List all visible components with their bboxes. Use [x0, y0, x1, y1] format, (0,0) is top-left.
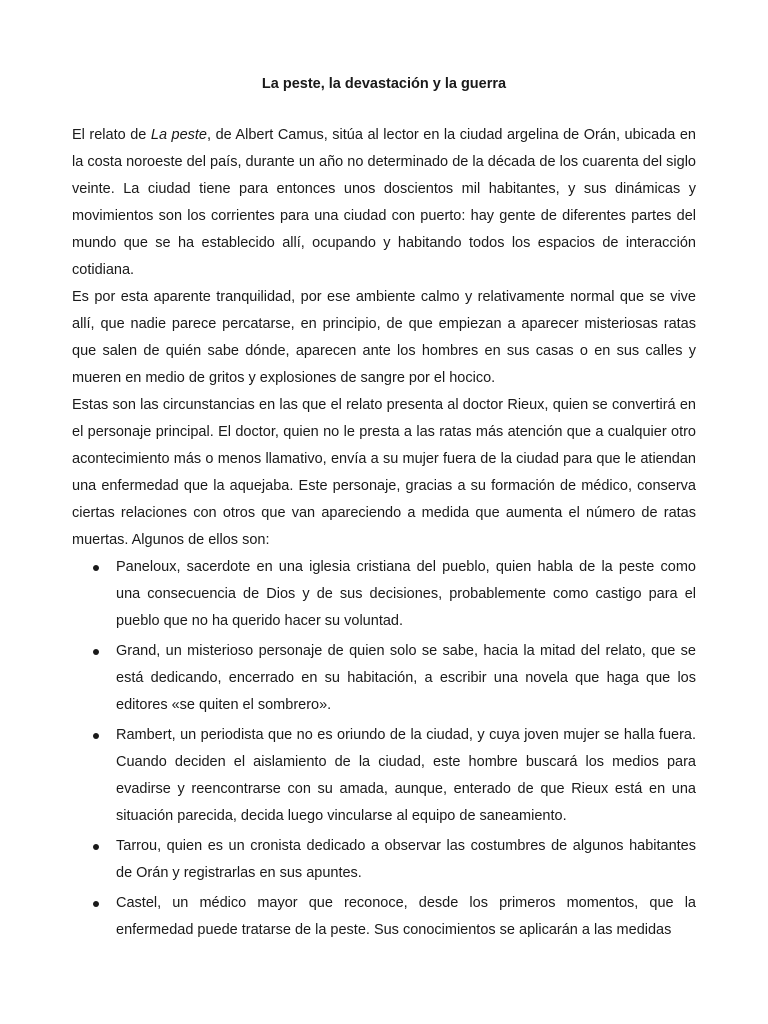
list-item-text: Tarrou, quien es un cronista dedicado a observar las costumbres de algunos habitantes de Orán y registrarlas en sus apuntes. — [116, 838, 696, 881]
bullet-icon — [93, 901, 99, 907]
bullet-icon — [93, 844, 99, 850]
character-list — [72, 554, 696, 944]
list-item — [72, 722, 696, 830]
intro-prefix: El relato de — [72, 127, 151, 143]
paragraph-2: Es por esta aparente tranquilidad, por ese ambiente calmo y relativamente normal que se vive allí, que nadie parece percatarse, en principio, de que empiezan a aparecer misteriosas ratas que salen de quién sabe dónde, aparecen ante los hombres en sus casas o en sus calles y mueren en medio de gritos y explosiones de sangre por el hocico. — [72, 289, 696, 386]
bullet-icon — [93, 649, 99, 655]
work-title: La peste — [150, 127, 208, 143]
list-item-text: Rambert, un periodista que no es oriundo de la ciudad, y cuya joven mujer se halla fuera. Cuando deciden el aislamiento de la ciudad, este hombre buscará los medios para evadirse y reencontrarse con su amada, aunque, enterado de que Rieux está en una situación parecida, decida luego vincularse al equipo de saneamiento. — [116, 727, 696, 824]
bullet-icon — [93, 733, 99, 739]
list-item — [72, 833, 696, 887]
list-item-text: Paneloux, sacerdote en una iglesia cristiana del pueblo, quien habla de la peste como una consecuencia de Dios y de sus decisiones, probablemente como castigo para el pueblo que no ha querido hacer su voluntad. — [116, 559, 696, 629]
document-body — [72, 122, 696, 944]
bullet-icon — [93, 565, 99, 571]
list-item — [72, 638, 696, 719]
list-item — [72, 890, 696, 944]
document-title: La peste, la devastación y la guerra — [261, 76, 507, 92]
list-item — [72, 554, 696, 635]
list-item-text: Grand, un misterioso personaje de quien solo se sabe, hacia la mitad del relato, que se está dedicando, encerrado en su habitación, a escribir una novela que haga que los editores «se quiten el sombrero». — [116, 643, 696, 713]
paragraph-3: Estas son las circunstancias en las que el relato presenta al doctor Rieux, quien se convertirá en el personaje principal. El doctor, quien no le presta a las ratas más atención que a cualquier otro acontecimiento más o menos llamativo, envía a su mujer fuera de la ciudad para que le atiendan una enfermedad que la aquejaba. Este personaje, gracias a su formación de médico, conserva ciertas relaciones con otros que van apareciendo a medida que aumenta el número de ratas muertas. Algunos de ellos son: — [72, 397, 696, 548]
list-item-text: Castel, un médico mayor que reconoce, desde los primeros momentos, que la enfermedad puede tratarse de la peste. Sus conocimientos se aplicarán a las medidas — [116, 895, 696, 938]
intro-suffix: , de Albert Camus, sitúa al lector en la ciudad argelina de Orán, ubicada en la costa noroeste del país, durante un año no determinado de la década de los cuarenta del siglo veinte. La ciudad tiene para entonces unos doscientos mil habitantes, y sus dinámicas y movimientos son los corrientes para una ciudad con puerto: hay gente de diferentes partes del mundo que se ha establecido allí, ocupando y habitando todos los espacios de interacción cotidiana. — [72, 127, 696, 278]
intro-paragraph — [72, 122, 696, 284]
